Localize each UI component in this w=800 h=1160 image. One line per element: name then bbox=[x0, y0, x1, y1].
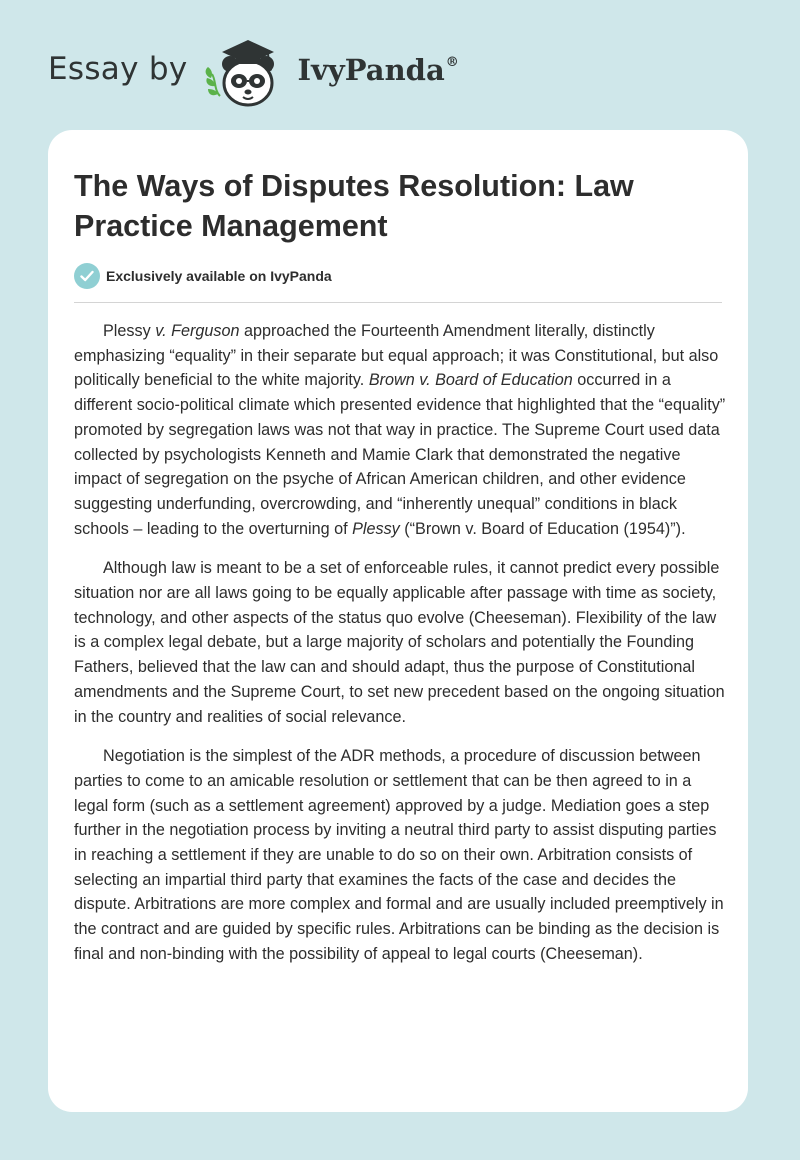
paragraph bbox=[74, 744, 726, 966]
divider bbox=[74, 302, 722, 303]
brand-name: IvyPanda® bbox=[297, 53, 459, 87]
registered-mark: ® bbox=[445, 55, 459, 70]
paragraph-text: approached the Fourteenth Amendment literally, distinctly emphasizing “equality” in their separate but equal approach; it was Constitutional, but also politically beneficial to the white majority. bbox=[74, 322, 719, 390]
article-title: The Ways of Disputes Resolution: Law Practice Management bbox=[74, 169, 634, 243]
paragraph bbox=[74, 319, 726, 541]
article-body bbox=[74, 319, 726, 982]
paragraph-text: Although law is meant to be a set of enforceable rules, it cannot predict every possible situation nor are all laws going to be equally applicable after passage with time as society, technology, and other aspects of the status quo evolve (Cheeseman). Flexibility of the law is a complex legal debate, but a large majority of scholars and potentially the Founding Fathers, believed that the law can and should adapt, thus the purpose of Constitutional amendments and the Supreme Court, to set new precedent based on the ongoing situation in the country and realities of social relevance. bbox=[74, 559, 725, 726]
paragraph bbox=[74, 556, 726, 729]
brand-header[interactable] bbox=[48, 34, 459, 110]
italic-text: v. Ferguson bbox=[155, 322, 240, 340]
italic-text: Plessy bbox=[352, 519, 400, 538]
exclusive-badge bbox=[74, 263, 332, 289]
paragraph-text: occurred in a different socio-political climate which presented evidence that highlighted that the “equality” promoted by segregation laws was not that way in practice. The Supreme Court used data collected by psychologists Kenneth and Mamie Clark that demonstrated the negative impact of segregation on the psyche of African American children, and other evidence suggesting underfunding, overcrowding, and “inherently unequal” conditions in black schools – leading to the overturning of bbox=[74, 371, 726, 538]
panda-logo-icon bbox=[202, 34, 294, 110]
paragraph-text: Plessy bbox=[103, 322, 156, 340]
italic-text: Brown v. Board of Education bbox=[368, 371, 573, 390]
paragraph-text: Negotiation is the simplest of the ADR methods, a procedure of discussion between parties to come to an amicable resolution or settlement that can be then agreed to in a legal form (such as a settlement agreement) approved by a judge. Mediation goes a step further in the negotiation process by inviting a neutral third party to assist disputing parties in reaching a settlement if they are unable to do so on their own. Arbitration consists of selecting an impartial third party that examines the facts of the case and decides the dispute. Arbitrations are more complex and formal and are usually included preemptively in the contract and are guided by specific rules. Arbitrations can be binding as the decision is final and non-binding with the possibility of appeal to legal courts (Cheeseman). bbox=[74, 747, 724, 963]
brand-prefix: Essay by bbox=[48, 51, 188, 87]
paragraph-text: (“Brown v. Board of Education (1954)”). bbox=[399, 519, 686, 538]
article-card bbox=[48, 130, 748, 1112]
check-icon bbox=[74, 263, 100, 289]
exclusive-badge-text: Exclusively available on IvyPanda bbox=[106, 268, 332, 284]
